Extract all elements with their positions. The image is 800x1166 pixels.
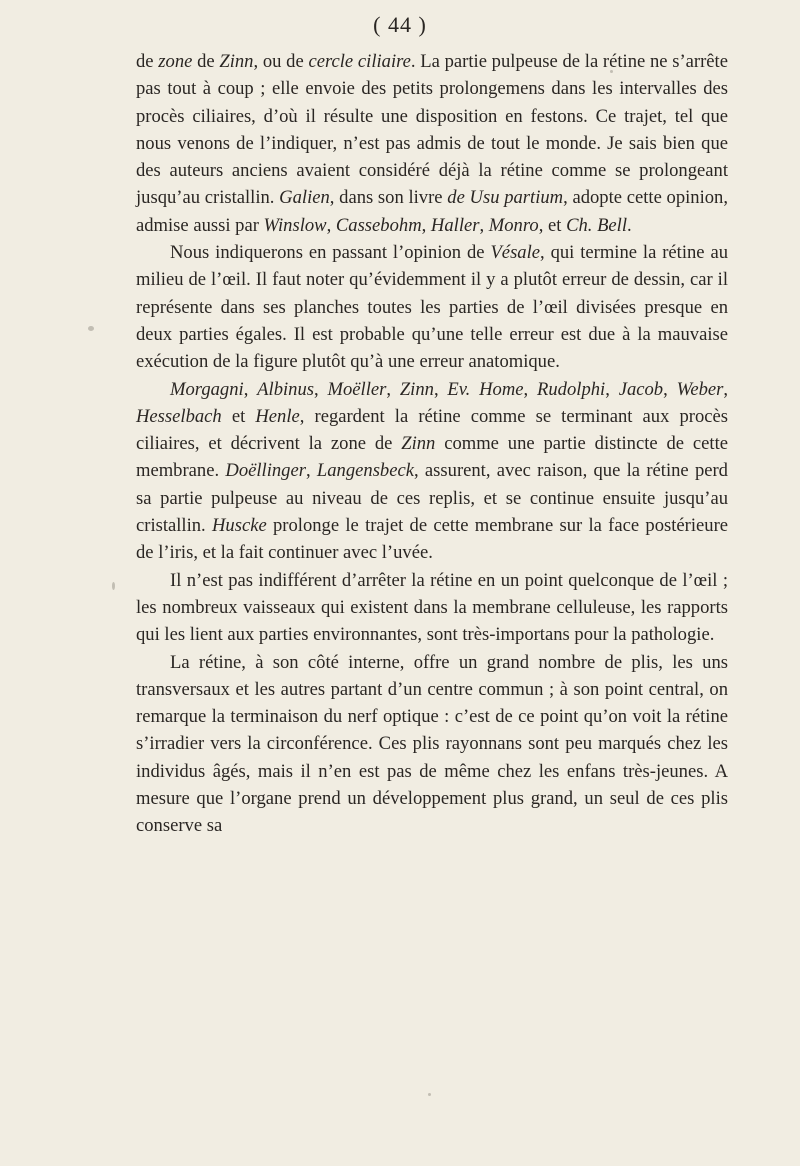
paragraph — [136, 48, 728, 239]
text-run: , — [421, 214, 431, 236]
italic-text: Zinn — [219, 51, 254, 72]
text-run: de — [136, 51, 159, 72]
text-run: , — [386, 378, 400, 400]
text-run: de — [192, 51, 220, 72]
italic-text: Monro — [488, 214, 539, 236]
text-run: , — [305, 460, 317, 482]
italic-text: Vésale — [490, 242, 541, 264]
text-run: . — [627, 214, 632, 236]
italic-text: Albinus — [257, 378, 314, 400]
text-run: , adopte cette opinion, admise aussi par — [136, 187, 728, 236]
italic-text: de Usu partium — [447, 187, 564, 209]
italic-text: Cassebohm — [335, 214, 422, 236]
text-run: , — [326, 214, 336, 236]
italic-text: Jacob — [618, 378, 664, 400]
text-run: , ou de — [253, 51, 309, 72]
text-run: , dans son livre — [329, 187, 448, 209]
text-run: , et — [538, 214, 567, 236]
text-run: Nous indiquerons en passant l’opinion de — [170, 242, 491, 264]
italic-text: Hesselbach — [136, 405, 222, 427]
paper-speck — [428, 1093, 431, 1096]
text-run: . La partie pulpeuse de la rétine ne s’arrête pas tout à coup ; elle envoie des petits prolongemens dans les intervalles des procès ciliaires, d’où il résulte une disposition en festons. Ce trajet, tel que nous venons de l’indiquer, n’est pas admis de tout le monde. Je sais bien que des auteurs anciens avaient considéré déjà la rétine comme se prolongeant jusqu’au cristallin. — [136, 51, 728, 209]
italic-text: Winslow — [263, 214, 327, 236]
text-run: , — [723, 378, 729, 400]
text-run: Il n’est pas indifférent d’arrêter la rétine en un point quelconque de l’œil ; les nombreux vaisseaux qui existent dans la membrane celluleuse, les rapports qui les lient aux parties environnantes, sont très-importans pour la pathologie. — [136, 569, 728, 646]
text-run: , assurent, avec raison, que la rétine perd sa partie pulpeuse au niveau de ces replis, et se continue ensuite jusqu’au cristallin. — [136, 460, 728, 537]
text-run: , — [479, 214, 489, 236]
paper-speck — [610, 70, 613, 73]
text-run: , qui termine la rétine au milieu de l’œil. Il faut noter qu’évidemment il y a plutôt erreur de dessin, car il représente dans ses planches toutes les parties de l’œil divisées presque en deux parties égales. Il est probable qu’une telle erreur est due à la mauvaise exécution de la figure plutôt qu’à une erreur anatomique. — [136, 242, 728, 373]
italic-text: Morgagni — [170, 378, 244, 400]
text-body — [136, 48, 728, 840]
text-run: , — [523, 378, 538, 400]
text-run: prolonge le trajet de cette membrane sur la face postérieure de l’iris, et la fait continuer avec l’uvée. — [136, 515, 729, 564]
italic-text: Ev. Home — [447, 378, 524, 400]
text-run: , — [314, 378, 328, 400]
paper-speck — [88, 326, 94, 331]
italic-text: Doëllinger — [225, 460, 306, 482]
italic-text: cercle ciliaire — [308, 51, 411, 72]
paragraph — [136, 239, 728, 375]
italic-text: Zinn — [399, 378, 434, 400]
paragraph — [136, 649, 728, 840]
italic-text: Langensbeck — [316, 460, 414, 482]
paragraph — [136, 376, 728, 567]
text-run: , — [605, 378, 619, 400]
text-run: et — [221, 405, 256, 427]
italic-text: Zinn — [401, 433, 436, 455]
italic-text: Weber — [676, 378, 724, 400]
italic-text: Galien — [279, 187, 330, 209]
text-run: La rétine, à son côté interne, offre un grand nombre de plis, les uns transversaux et les autres partant d’un centre commun ; à son point central, on remarque la terminaison du nerf optique : c’est de ce point qu’on voit la rétine s’irradier vers la circonférence. Ces plis rayonnans sont peu marqués chez les individus âgés, mais il n’en est pas de même chez les enfans très-jeunes. A mesure que l’organe prend un développement plus grand, un seul de ces plis conserve sa — [136, 651, 728, 837]
italic-text: Henle — [255, 405, 300, 427]
italic-text: Moëller — [327, 378, 387, 400]
text-run: , — [433, 378, 448, 400]
page-number: ( 44 ) — [373, 12, 427, 37]
italic-text: Rudolphi — [537, 378, 606, 400]
italic-text: Haller — [430, 214, 480, 236]
text-run: comme une partie distincte de cette membrane. — [136, 433, 728, 482]
italic-text: Huscke — [212, 515, 267, 537]
text-run: , — [243, 378, 258, 400]
text-run: , — [663, 378, 677, 400]
paper-speck — [112, 582, 115, 590]
text-run: , regardent la rétine comme se terminant aux procès ciliaires, et décrivent la zone de — [136, 405, 728, 455]
paragraph — [136, 567, 728, 649]
italic-text: zone — [158, 51, 193, 72]
italic-text: Ch. Bell — [566, 214, 628, 236]
